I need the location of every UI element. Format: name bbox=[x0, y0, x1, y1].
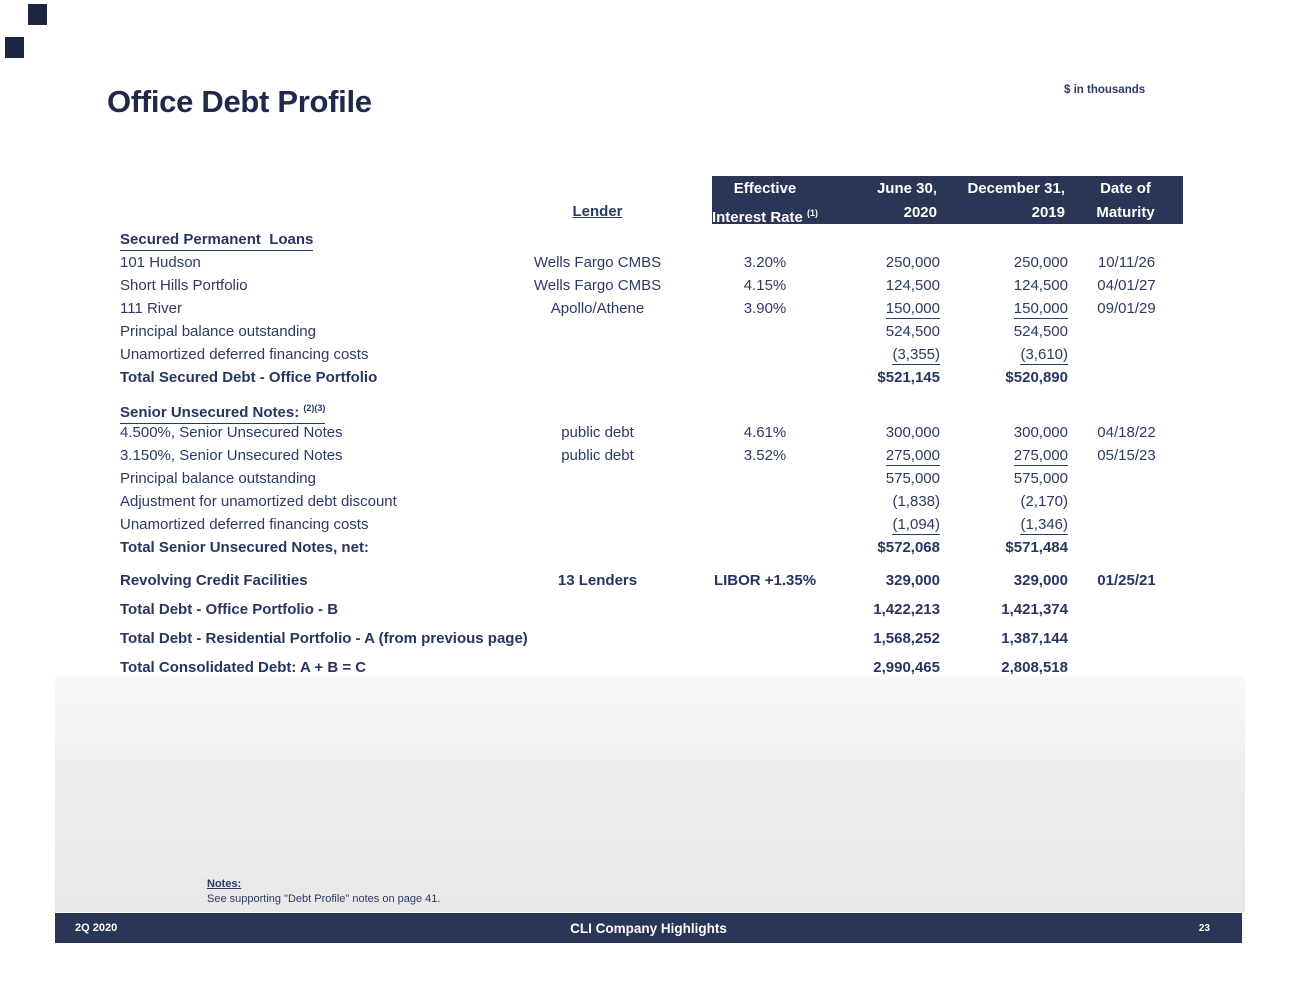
units-note: $ in thousands bbox=[1064, 84, 1146, 96]
table-row bbox=[120, 343, 1185, 366]
row-value-2020: $521,145 bbox=[877, 369, 940, 386]
footnote-ref-1: (1) bbox=[807, 208, 819, 218]
col-header-rate-line1: Effective bbox=[733, 180, 797, 197]
row-maturity: 04/01/27 bbox=[1097, 277, 1156, 294]
row-value-2020: 1,422,213 bbox=[873, 601, 940, 618]
row-label: Revolving Credit Facilities bbox=[120, 572, 308, 589]
row-lender: Wells Fargo CMBS bbox=[533, 254, 662, 271]
row-rate: 4.15% bbox=[743, 277, 787, 294]
row-value-2020: (3,355) bbox=[892, 346, 940, 363]
row-lender: public debt bbox=[561, 424, 634, 441]
row-value-2019: $571,484 bbox=[1005, 539, 1068, 556]
col-header-december-2019: December 31, 2019 bbox=[967, 180, 1065, 221]
row-value-2020: 250,000 bbox=[885, 254, 940, 271]
row-lender: public debt bbox=[561, 447, 634, 464]
subtotal-row-secured bbox=[120, 366, 1185, 389]
section-header-senior-notes bbox=[120, 398, 1185, 421]
section-title: Secured Permanent Loans bbox=[120, 230, 313, 251]
row-value-2019: (3,610) bbox=[1020, 346, 1068, 363]
table-row bbox=[120, 421, 1185, 444]
row-rate: 3.52% bbox=[743, 447, 787, 464]
row-revolving-credit bbox=[120, 566, 1185, 595]
row-value-2020: 150,000 bbox=[885, 300, 940, 317]
row-value-2019: (1,346) bbox=[1020, 516, 1068, 533]
section-title: Senior Unsecured Notes: bbox=[120, 404, 304, 421]
total-row-office bbox=[120, 595, 1185, 624]
row-value-2019: 1,387,144 bbox=[1001, 630, 1068, 647]
row-maturity: 04/18/22 bbox=[1097, 424, 1156, 441]
row-label: Short Hills Portfolio bbox=[120, 277, 248, 294]
row-maturity: 01/25/21 bbox=[1097, 572, 1156, 589]
table-row bbox=[120, 251, 1185, 274]
table-row bbox=[120, 467, 1185, 490]
row-label: Total Consolidated Debt: A + B = C bbox=[120, 659, 367, 676]
row-value-2020: 524,500 bbox=[885, 323, 940, 340]
footer-quarter: 2Q 2020 bbox=[75, 922, 118, 934]
debt-table bbox=[120, 228, 1185, 682]
row-value-2020: $572,068 bbox=[877, 539, 940, 556]
row-value-2020: (1,838) bbox=[892, 493, 940, 510]
subtotal-row-senior-notes bbox=[120, 536, 1185, 559]
row-rate: LIBOR +1.35% bbox=[713, 572, 817, 589]
row-label: 3.150%, Senior Unsecured Notes bbox=[120, 447, 343, 464]
row-maturity: 10/11/26 bbox=[1097, 254, 1156, 271]
table-row bbox=[120, 320, 1185, 343]
row-label: 4.500%, Senior Unsecured Notes bbox=[120, 424, 343, 441]
table-row bbox=[120, 444, 1185, 467]
row-value-2019: 2,808,518 bbox=[1001, 659, 1068, 676]
row-value-2019: 150,000 bbox=[1013, 300, 1068, 317]
table-row bbox=[120, 513, 1185, 536]
row-lender: Wells Fargo CMBS bbox=[533, 277, 662, 294]
row-value-2020: 329,000 bbox=[885, 572, 940, 589]
row-value-2020: 300,000 bbox=[885, 424, 940, 441]
notes-title: Notes: bbox=[207, 878, 242, 890]
row-value-2019: 300,000 bbox=[1013, 424, 1068, 441]
row-label: Unamortized deferred financing costs bbox=[120, 346, 369, 363]
notes-body: See supporting "Debt Profile" notes on page 41. bbox=[207, 893, 441, 905]
row-label: Adjustment for unamortized debt discount bbox=[120, 493, 397, 510]
total-row-residential bbox=[120, 624, 1185, 653]
row-label: Total Senior Unsecured Notes, net: bbox=[120, 539, 369, 556]
row-value-2019: 575,000 bbox=[1013, 470, 1068, 487]
col-header-june-2020: June 30, 2020 bbox=[876, 180, 937, 221]
row-label: Principal balance outstanding bbox=[120, 470, 316, 487]
row-value-2020: 124,500 bbox=[885, 277, 940, 294]
row-value-2020: 275,000 bbox=[885, 447, 940, 464]
row-rate: 3.90% bbox=[743, 300, 787, 317]
footer-title: CLI Company Highlights bbox=[570, 920, 727, 936]
row-maturity: 09/01/29 bbox=[1097, 300, 1156, 317]
row-value-2019: 1,421,374 bbox=[1001, 601, 1068, 618]
row-label: 111 River bbox=[120, 300, 182, 317]
row-label: Total Secured Debt - Office Portfolio bbox=[120, 369, 378, 386]
row-maturity: 05/15/23 bbox=[1097, 447, 1156, 464]
row-value-2019: 275,000 bbox=[1013, 447, 1068, 464]
page-title: Office Debt Profile bbox=[107, 84, 372, 119]
notes-block bbox=[207, 877, 440, 907]
footer-page-number: 23 bbox=[1198, 922, 1210, 934]
table-row bbox=[120, 297, 1185, 320]
row-value-2020: 2,990,465 bbox=[873, 659, 940, 676]
corner-mark-top bbox=[28, 4, 47, 25]
total-row-consolidated bbox=[120, 653, 1185, 682]
row-label: Unamortized deferred financing costs bbox=[120, 516, 369, 533]
row-lender: 13 Lenders bbox=[557, 572, 638, 589]
table-row bbox=[120, 274, 1185, 297]
row-value-2019: 250,000 bbox=[1013, 254, 1068, 271]
row-value-2019: $520,890 bbox=[1005, 369, 1068, 386]
row-value-2020: (1,094) bbox=[892, 516, 940, 533]
row-label: 101 Hudson bbox=[120, 254, 201, 271]
row-rate: 3.20% bbox=[743, 254, 787, 271]
row-label: Total Debt - Residential Portfolio - A (from previous page) bbox=[120, 630, 528, 647]
col-header-rate-line2: Interest Rate $^{(1)}$ bbox=[711, 208, 819, 226]
row-rate: 4.61% bbox=[743, 424, 787, 441]
row-value-2019: (2,170) bbox=[1020, 493, 1068, 510]
row-value-2019: 329,000 bbox=[1013, 572, 1068, 589]
col-header-lender: Lender bbox=[572, 203, 623, 220]
col-header-maturity: Date of Maturity bbox=[1096, 180, 1155, 221]
table-row bbox=[120, 490, 1185, 513]
row-value-2019: 124,500 bbox=[1013, 277, 1068, 294]
row-label: Total Debt - Office Portfolio - B bbox=[120, 601, 339, 618]
section-header-secured-loans bbox=[120, 228, 1185, 251]
footnote-ref-2-3: (2)(3) bbox=[303, 403, 326, 413]
corner-mark-left bbox=[5, 37, 24, 58]
row-value-2020: 575,000 bbox=[885, 470, 940, 487]
row-label: Principal balance outstanding bbox=[120, 323, 316, 340]
row-value-2020: 1,568,252 bbox=[873, 630, 940, 647]
row-value-2019: 524,500 bbox=[1013, 323, 1068, 340]
footer-bar bbox=[55, 913, 1242, 943]
row-lender: Apollo/Athene bbox=[550, 300, 645, 317]
